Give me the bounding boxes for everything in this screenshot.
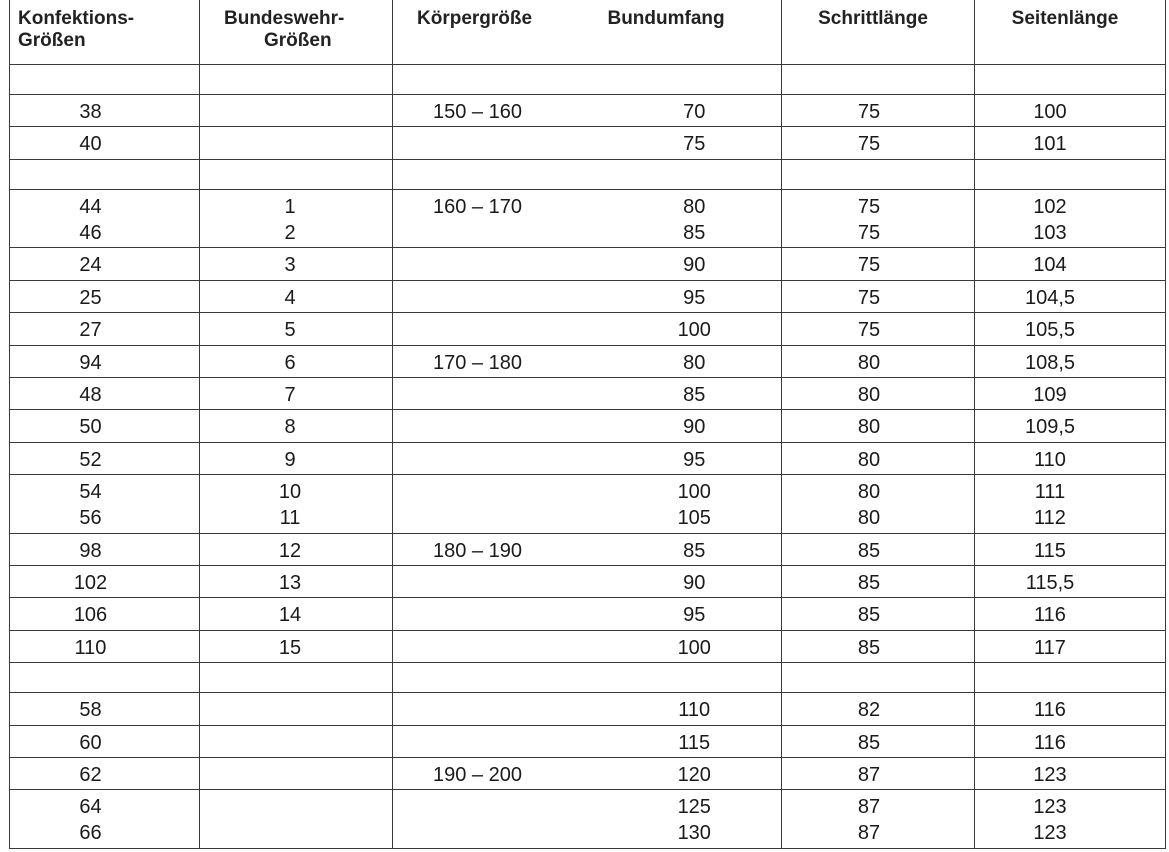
konfektion-value: 106 [73, 604, 108, 627]
schrittlaenge-value: 87 [857, 796, 881, 819]
seitenlaenge-value: 101 [1033, 133, 1067, 156]
konfektion-value: 50 [79, 416, 102, 439]
empty-cell [782, 64, 975, 94]
schrittlaenge-value: 75 [857, 195, 881, 218]
koerpergroesse-value [393, 219, 608, 245]
cell-bundeswehr [200, 377, 393, 409]
seitenlaenge-value: 102 [1033, 195, 1067, 218]
schrittlaenge-value: 80 [857, 480, 881, 503]
konfektion-value: 102 [73, 571, 108, 594]
cell-seitenlaenge [975, 248, 1166, 280]
bundumfang-value: 130 [677, 822, 711, 845]
bundumfang-value: 80 [683, 195, 706, 218]
table-row [10, 533, 1166, 565]
cell-bundeswehr [200, 598, 393, 630]
bundumfang-value: 85 [683, 383, 706, 406]
size-table [9, 0, 1166, 849]
table-row [10, 757, 1166, 789]
empty-cell [782, 662, 975, 692]
schrittlaenge-value: 80 [857, 448, 881, 471]
cell-konfektion [10, 280, 200, 312]
koerpergroesse-value [393, 446, 608, 472]
konfektion-value: 58 [79, 699, 102, 722]
schrittlaenge-value: 80 [857, 416, 881, 439]
koerpergroesse-value [393, 601, 608, 627]
schrittlaenge-value: 85 [857, 604, 881, 627]
schrittlaenge-value: 85 [857, 571, 881, 594]
cell-schrittlaenge [782, 345, 975, 377]
seitenlaenge-value: 112 [1034, 506, 1066, 529]
bundumfang-value: 95 [683, 604, 706, 627]
cell-seitenlaenge [975, 565, 1166, 597]
cell-konfektion [10, 725, 200, 757]
seitenlaenge-value: 105,5 [1024, 319, 1076, 342]
schrittlaenge-value: 82 [857, 699, 881, 722]
cell-konfektion [10, 598, 200, 630]
cell-konfektion [10, 94, 200, 126]
seitenlaenge-value: 109,5 [1024, 416, 1076, 439]
cell-bundeswehr [200, 248, 393, 280]
cell-seitenlaenge [975, 757, 1166, 789]
koerpergroesse-value [393, 478, 608, 504]
bundeswehr-value [200, 696, 392, 722]
cell-konfektion [10, 377, 200, 409]
schrittlaenge-value: 85 [857, 636, 881, 659]
cell-bundeswehr [200, 280, 393, 312]
konfektion-value: 110 [74, 636, 107, 659]
cell-konfektion [10, 757, 200, 789]
koerpergroesse-value [393, 284, 608, 310]
koerpergroesse-value [393, 413, 608, 439]
koerpergroesse-value [393, 130, 608, 156]
seitenlaenge-value: 104 [1033, 254, 1067, 277]
table-row [10, 410, 1166, 442]
cell-bundeswehr [200, 693, 393, 725]
cell-seitenlaenge [975, 410, 1166, 442]
empty-cell [200, 64, 393, 94]
table-row [10, 248, 1166, 280]
cell-schrittlaenge [782, 280, 975, 312]
header-konfektion: Konfektions- Größen [10, 0, 200, 64]
konfektion-value: 62 [79, 763, 102, 786]
seitenlaenge-value: 104,5 [1024, 286, 1076, 309]
empty-cell [200, 159, 393, 189]
cell-konfektion [10, 630, 200, 662]
konfektion-value: 46 [79, 221, 102, 244]
seitenlaenge-value: 123 [1033, 822, 1067, 845]
bundeswehr-value: 8 [284, 416, 296, 439]
koerpergroesse-value [393, 251, 608, 277]
schrittlaenge-value: 75 [857, 100, 881, 123]
table-row [10, 189, 1166, 248]
bundeswehr-value: 3 [284, 254, 296, 277]
table-row [10, 693, 1166, 725]
cell-konfektion [10, 790, 200, 849]
cell-konfektion [10, 565, 200, 597]
koerpergroesse-value: 170 – 180 [433, 351, 522, 374]
schrittlaenge-value: 85 [857, 539, 881, 562]
konfektion-value: 94 [79, 351, 102, 374]
cell-koerper-bund [393, 598, 782, 630]
bundumfang-value: 75 [683, 133, 706, 156]
empty-cell [393, 159, 782, 189]
bundeswehr-value: 10 [278, 480, 302, 503]
koerpergroesse-value [393, 634, 608, 660]
bundumfang-value: 100 [677, 636, 711, 659]
koerpergroesse-value: 150 – 160 [433, 100, 522, 123]
seitenlaenge-value: 115 [1034, 539, 1066, 562]
cell-schrittlaenge [782, 598, 975, 630]
cell-koerper-bund [393, 790, 782, 849]
cell-seitenlaenge [975, 313, 1166, 345]
schrittlaenge-value: 80 [857, 383, 881, 406]
cell-koerper-bund [393, 474, 782, 533]
table-row [10, 313, 1166, 345]
cell-seitenlaenge [975, 280, 1166, 312]
cell-bundeswehr [200, 94, 393, 126]
cell-seitenlaenge [975, 189, 1166, 248]
schrittlaenge-value: 87 [857, 822, 881, 845]
cell-bundeswehr [200, 474, 393, 533]
cell-schrittlaenge [782, 189, 975, 248]
konfektion-value: 54 [79, 480, 102, 503]
blank-row [10, 662, 1166, 692]
table-row [10, 280, 1166, 312]
empty-cell [782, 159, 975, 189]
koerpergroesse-value: 160 – 170 [433, 195, 522, 218]
seitenlaenge-value: 108,5 [1024, 351, 1076, 374]
cell-bundeswehr [200, 313, 393, 345]
cell-koerper-bund [393, 442, 782, 474]
cell-konfektion [10, 442, 200, 474]
koerpergroesse-value [393, 819, 608, 845]
schrittlaenge-value: 80 [857, 506, 881, 529]
bundumfang-value: 95 [683, 286, 706, 309]
cell-bundeswehr [200, 410, 393, 442]
bundeswehr-value [200, 98, 392, 124]
cell-konfektion [10, 474, 200, 533]
bundumfang-value: 70 [683, 100, 706, 123]
bundumfang-value: 125 [677, 796, 711, 819]
table-row [10, 598, 1166, 630]
cell-seitenlaenge [975, 127, 1166, 159]
cell-seitenlaenge [975, 94, 1166, 126]
bundeswehr-value [200, 130, 392, 156]
table-row [10, 127, 1166, 159]
koerpergroesse-value: 180 – 190 [433, 539, 522, 562]
cell-konfektion [10, 693, 200, 725]
empty-cell [393, 662, 782, 692]
bundeswehr-value: 9 [284, 448, 296, 471]
seitenlaenge-value: 109 [1033, 383, 1067, 406]
cell-schrittlaenge [782, 127, 975, 159]
header-bundumfang: Bundumfang [607, 8, 725, 29]
konfektion-value: 48 [79, 383, 102, 406]
seitenlaenge-value: 110 [1034, 448, 1066, 471]
cell-koerper-bund [393, 533, 782, 565]
konfektion-value: 52 [79, 448, 102, 471]
bundeswehr-value: 12 [278, 539, 302, 562]
cell-bundeswehr [200, 725, 393, 757]
konfektion-value: 56 [79, 506, 102, 529]
cell-seitenlaenge [975, 442, 1166, 474]
cell-schrittlaenge [782, 790, 975, 849]
seitenlaenge-value: 117 [1034, 636, 1066, 659]
header-seitenlaenge: Seitenlänge [975, 0, 1166, 64]
cell-seitenlaenge [975, 598, 1166, 630]
bundumfang-value: 95 [683, 448, 706, 471]
cell-koerper-bund [393, 345, 782, 377]
bundeswehr-value: 11 [279, 506, 301, 529]
bundeswehr-value [200, 819, 392, 845]
cell-konfektion [10, 313, 200, 345]
cell-schrittlaenge [782, 442, 975, 474]
bundumfang-value: 100 [677, 319, 711, 342]
cell-koerper-bund [393, 630, 782, 662]
cell-konfektion [10, 127, 200, 159]
empty-cell [200, 662, 393, 692]
bundeswehr-value: 2 [284, 221, 296, 244]
koerpergroesse-value [393, 793, 608, 819]
koerpergroesse-value: 190 – 200 [433, 763, 522, 786]
cell-koerper-bund [393, 377, 782, 409]
cell-schrittlaenge [782, 248, 975, 280]
cell-schrittlaenge [782, 693, 975, 725]
bundeswehr-value: 5 [284, 319, 296, 342]
bundeswehr-value: 13 [278, 571, 302, 594]
konfektion-value: 40 [79, 133, 102, 156]
konfektion-value: 98 [79, 539, 102, 562]
cell-konfektion [10, 533, 200, 565]
bundumfang-value: 115 [678, 731, 711, 754]
bundumfang-value: 110 [678, 699, 711, 722]
cell-schrittlaenge [782, 474, 975, 533]
bundumfang-value: 90 [683, 571, 706, 594]
empty-cell [10, 159, 200, 189]
cell-seitenlaenge [975, 377, 1166, 409]
schrittlaenge-value: 75 [857, 319, 881, 342]
cell-bundeswehr [200, 630, 393, 662]
konfektion-value: 27 [79, 319, 102, 342]
cell-seitenlaenge [975, 725, 1166, 757]
konfektion-value: 60 [79, 731, 102, 754]
seitenlaenge-value: 116 [1034, 699, 1066, 722]
schrittlaenge-value: 75 [857, 254, 881, 277]
schrittlaenge-value: 75 [857, 221, 881, 244]
koerpergroesse-value [393, 316, 608, 342]
cell-seitenlaenge [975, 790, 1166, 849]
seitenlaenge-value: 103 [1033, 221, 1067, 244]
empty-cell [975, 662, 1166, 692]
blank-row [10, 159, 1166, 189]
table-row [10, 790, 1166, 849]
cell-seitenlaenge [975, 533, 1166, 565]
table-row [10, 474, 1166, 533]
header-row [10, 0, 1166, 64]
bundumfang-value: 85 [683, 221, 706, 244]
cell-koerper-bund [393, 410, 782, 442]
bundeswehr-value [200, 761, 392, 787]
cell-koerper-bund [393, 725, 782, 757]
cell-koerper-bund [393, 313, 782, 345]
cell-koerper-bund [393, 189, 782, 248]
cell-seitenlaenge [975, 345, 1166, 377]
konfektion-value: 64 [79, 796, 102, 819]
bundumfang-value: 90 [683, 416, 706, 439]
koerpergroesse-value [393, 504, 608, 530]
empty-cell [975, 159, 1166, 189]
empty-cell [10, 662, 200, 692]
cell-bundeswehr [200, 790, 393, 849]
cell-konfektion [10, 189, 200, 248]
cell-koerper-bund [393, 280, 782, 312]
cell-schrittlaenge [782, 313, 975, 345]
header-koerpergroesse: Körpergröße [417, 8, 533, 29]
header-schrittlaenge: Schrittlänge [782, 0, 975, 64]
cell-seitenlaenge [975, 693, 1166, 725]
schrittlaenge-value: 80 [857, 351, 881, 374]
cell-seitenlaenge [975, 630, 1166, 662]
bundumfang-value: 85 [683, 539, 706, 562]
blank-row [10, 64, 1166, 94]
cell-schrittlaenge [782, 725, 975, 757]
bundumfang-value: 105 [677, 506, 711, 529]
seitenlaenge-value: 123 [1033, 763, 1067, 786]
koerpergroesse-value [393, 696, 608, 722]
empty-cell [975, 64, 1166, 94]
schrittlaenge-value: 75 [857, 133, 881, 156]
cell-schrittlaenge [782, 410, 975, 442]
cell-bundeswehr [200, 189, 393, 248]
cell-schrittlaenge [782, 533, 975, 565]
bundeswehr-value [200, 793, 392, 819]
bundeswehr-value: 4 [284, 286, 296, 309]
bundumfang-value: 120 [677, 763, 711, 786]
empty-cell [393, 64, 782, 94]
cell-koerper-bund [393, 248, 782, 280]
cell-konfektion [10, 410, 200, 442]
table-row [10, 94, 1166, 126]
cell-bundeswehr [200, 565, 393, 597]
cell-schrittlaenge [782, 94, 975, 126]
cell-konfektion [10, 345, 200, 377]
table-row [10, 630, 1166, 662]
koerpergroesse-value [393, 569, 608, 595]
seitenlaenge-value: 123 [1033, 796, 1067, 819]
bundeswehr-value: 1 [284, 195, 296, 218]
empty-cell [10, 64, 200, 94]
cell-koerper-bund [393, 693, 782, 725]
cell-koerper-bund [393, 565, 782, 597]
bundeswehr-value [200, 729, 392, 755]
schrittlaenge-value: 85 [857, 731, 881, 754]
cell-schrittlaenge [782, 565, 975, 597]
cell-bundeswehr [200, 533, 393, 565]
bundeswehr-value: 14 [278, 604, 302, 627]
seitenlaenge-value: 111 [1034, 480, 1066, 503]
konfektion-value: 44 [79, 195, 102, 218]
bundumfang-value: 90 [683, 254, 706, 277]
cell-bundeswehr [200, 345, 393, 377]
bundumfang-value: 80 [683, 351, 706, 374]
header-koerper-bund [393, 0, 782, 64]
bundeswehr-value: 15 [278, 636, 302, 659]
cell-koerper-bund [393, 94, 782, 126]
konfektion-value: 24 [79, 254, 102, 277]
seitenlaenge-value: 115,5 [1025, 571, 1075, 594]
konfektion-value: 25 [79, 286, 102, 309]
cell-schrittlaenge [782, 630, 975, 662]
cell-bundeswehr [200, 442, 393, 474]
seitenlaenge-value: 116 [1034, 731, 1066, 754]
bundeswehr-value: 6 [284, 351, 296, 374]
table-row [10, 345, 1166, 377]
schrittlaenge-value: 87 [857, 763, 881, 786]
koerpergroesse-value [393, 381, 608, 407]
bundeswehr-value: 7 [284, 383, 296, 406]
koerpergroesse-value [393, 729, 608, 755]
konfektion-value: 38 [79, 100, 102, 123]
seitenlaenge-value: 100 [1033, 100, 1067, 123]
seitenlaenge-value: 116 [1034, 604, 1066, 627]
cell-koerper-bund [393, 127, 782, 159]
table-row [10, 725, 1166, 757]
table-row [10, 442, 1166, 474]
table-row [10, 377, 1166, 409]
konfektion-value: 66 [79, 822, 102, 845]
cell-koerper-bund [393, 757, 782, 789]
cell-schrittlaenge [782, 757, 975, 789]
table-row [10, 565, 1166, 597]
schrittlaenge-value: 75 [857, 286, 881, 309]
cell-konfektion [10, 248, 200, 280]
cell-schrittlaenge [782, 377, 975, 409]
cell-bundeswehr [200, 127, 393, 159]
cell-seitenlaenge [975, 474, 1166, 533]
bundumfang-value: 100 [677, 480, 711, 503]
header-bundeswehr: Bundeswehr- Größen [200, 0, 393, 64]
cell-bundeswehr [200, 757, 393, 789]
